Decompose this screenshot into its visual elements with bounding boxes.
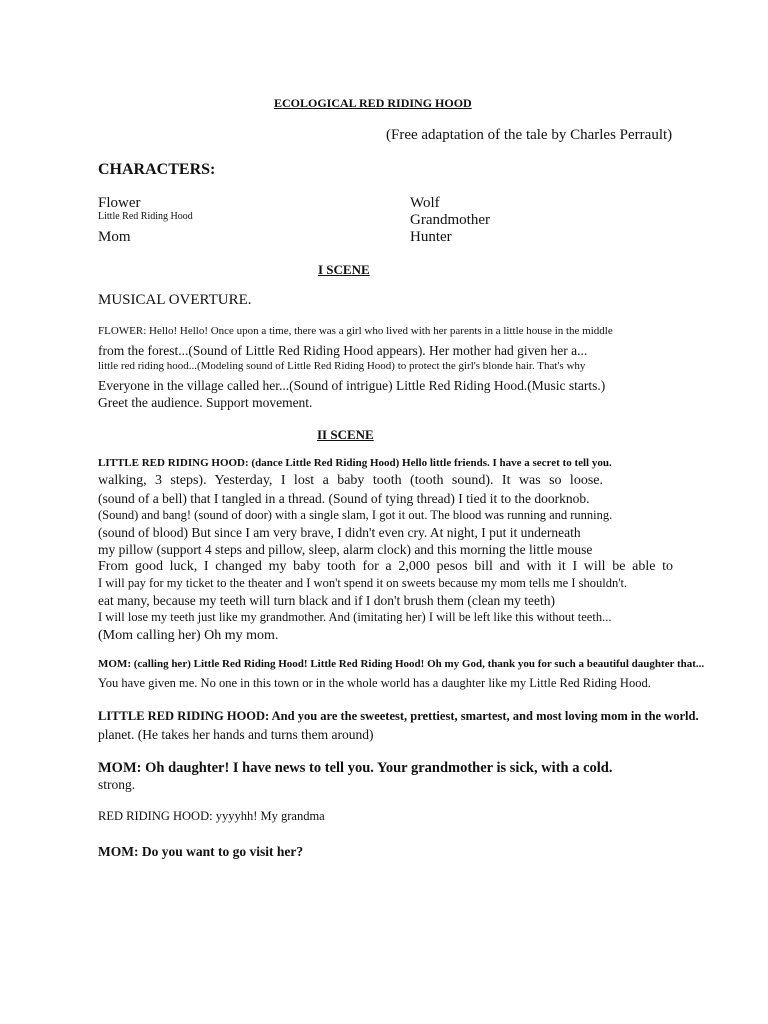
document-title: ECOLOGICAL RED RIDING HOOD xyxy=(274,96,472,110)
character-hunter: Hunter xyxy=(410,229,452,245)
speech-line: planet. (He takes her hands and turns them around) xyxy=(98,727,374,742)
character-flower: Flower xyxy=(98,195,141,211)
musical-overture: MUSICAL OVERTURE. xyxy=(98,292,252,308)
speech-line: (sound of blood) But since I am very brave, I didn't even cry. At night, I put it underneath xyxy=(98,525,581,540)
red-riding-hood-line: RED RIDING HOOD: yyyyhh! My grandma xyxy=(98,809,325,823)
flower-line: from the forest...(Sound of Little Red Riding Hood appears). Her mother had given her a... xyxy=(98,343,588,358)
speech-line: LITTLE RED RIDING HOOD: (dance Little Red Riding Hood) Hello little friends. I have a secret to tell you. xyxy=(98,457,612,469)
mom-speech-1 xyxy=(98,658,728,693)
speech-line: (sound of a bell) that I tangled in a thread. (Sound of tying thread) I tied it to the doorknob. xyxy=(98,491,590,506)
little-red-riding-hood-speech-2 xyxy=(98,709,728,744)
little-red-riding-hood-speech xyxy=(98,457,683,645)
document-subtitle: (Free adaptation of the tale by Charles Perrault) xyxy=(386,127,673,143)
speech-line: LITTLE RED RIDING HOOD: And you are the sweetest, prettiest, smartest, and most loving mom in the world. xyxy=(98,709,699,723)
flower-speech xyxy=(98,325,683,412)
speech-line: (Sound) and bang! (sound of door) with a single slam, I got it out. The blood was running and running. xyxy=(98,508,613,522)
flower-line: Greet the audience. Support movement. xyxy=(98,395,313,410)
speech-line: eat many, because my teeth will turn black and if I don't brush them (clean my teeth) xyxy=(98,593,556,608)
speech-line: MOM: Oh daughter! I have news to tell you. Your grandmother is sick, with a cold. xyxy=(98,760,613,776)
character-wolf: Wolf xyxy=(410,195,440,211)
mom-line-3: MOM: Do you want to go visit her? xyxy=(98,844,304,859)
speech-line: walking, 3 steps). Yesterday, I lost a baby tooth (tooth sound). It was so loose. xyxy=(98,473,603,488)
mom-speech-2 xyxy=(98,760,683,794)
speech-line: (Mom calling her) Oh my mom. xyxy=(98,628,279,643)
flower-line: FLOWER: Hello! Hello! Once upon a time, there was a girl who lived with her parents in a little house in the middle xyxy=(98,325,613,337)
characters-heading: CHARACTERS: xyxy=(98,161,216,178)
scene-2-heading: II SCENE xyxy=(317,427,374,442)
character-mom: Mom xyxy=(98,229,131,245)
speech-line: From good luck, I changed my baby tooth for a 2,000 pesos bill and with it I will be able to xyxy=(98,559,673,574)
character-grandmother: Grandmother xyxy=(410,212,490,228)
flower-line: little red riding hood...(Modeling sound of Little Red Riding Hood) to protect the girl's blonde hair. That's why xyxy=(98,360,586,372)
speech-line: strong. xyxy=(98,777,136,792)
speech-line: my pillow (support 4 steps and pillow, sleep, alarm clock) and this morning the little mouse xyxy=(98,542,593,557)
speech-line: You have given me. No one in this town or in the whole world has a daughter like my Little Red Riding Hood. xyxy=(98,676,651,690)
character-little-red-riding-hood: Little Red Riding Hood xyxy=(98,211,193,222)
flower-line: Everyone in the village called her...(Sound of intrigue) Little Red Riding Hood.(Music starts.) xyxy=(98,378,606,393)
speech-line: MOM: (calling her) Little Red Riding Hood! Little Red Riding Hood! Oh my God, thank you for such a beautiful daughter that... xyxy=(98,658,705,670)
speech-line: I will lose my teeth just like my grandmother. And (imitating her) I will be left like this without teeth... xyxy=(98,610,612,624)
speech-line: I will pay for my ticket to the theater and I won't spend it on sweets because my mom tells me I shouldn't. xyxy=(98,576,628,590)
scene-1-heading: I SCENE xyxy=(318,262,370,277)
